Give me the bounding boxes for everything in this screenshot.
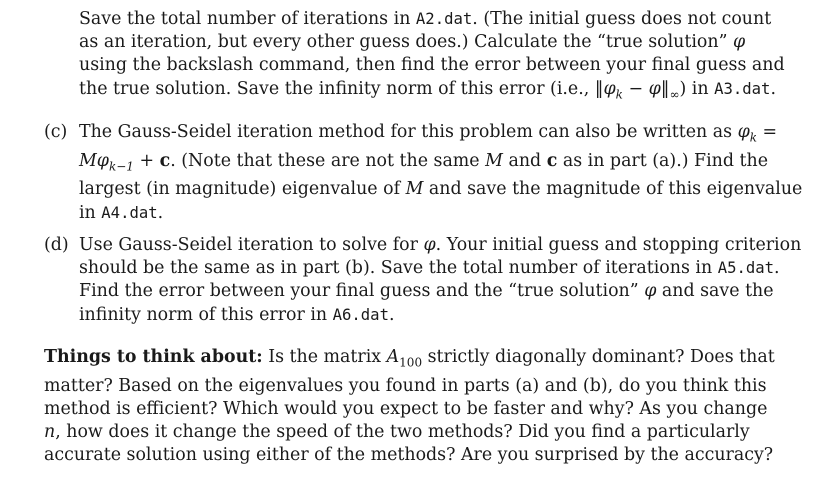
part-d-label: (d) bbox=[44, 235, 69, 255]
intro-line-2: as an iteration, but every other guess does.) Calculate the “true solution” φ bbox=[79, 32, 746, 53]
part-c-label: (c) bbox=[44, 122, 68, 142]
part-d bbox=[44, 234, 802, 327]
intro-line-3: using the backslash command, then find the error between your final guess and bbox=[79, 55, 785, 76]
part-d-text: Use Gauss-Seidel iteration to solve for φ. Your initial guess and stopping criterion should be the same as in part (b). Save the total number of iterations in A5.dat. Find the error between your final guess and the “true solution” φ and save the infinity norm of this error in A6.dat. bbox=[79, 235, 802, 325]
intro-line-1: Save the total number of iterations in A2.dat. (The initial guess does not count bbox=[79, 9, 772, 29]
intro-paragraph bbox=[79, 8, 785, 106]
things-heading: Things to think about: bbox=[44, 347, 263, 367]
intro-line-4: the true solution. Save the infinity norm of this error (i.e., $‖\varphi_k$ − $\varphi‖_\infty$) in A3.dat. bbox=[79, 78, 776, 102]
part-c-text: The Gauss-Seidel iteration method for this problem can also be written as $\varphi_k$ = $M\varphi_{k-1} + c$. (Note that these are not the same M and c as in part (a).) Find the largest (in magnitude) eigenvalue of M and save the magnitude of this eigenvalue in A4.dat. bbox=[79, 122, 803, 223]
things-to-think-about: Things to think about: Is the matrix $A_{100}$ strictly diagonally dominant? Does that matter? Based on the eigenvalues you found in parts (a) and (b), do you think this method is efficient? Which would you expect to be faster and why? As you change n, how does it change the speed of the two methods? Did you find a particularly accurate solution using either of the methods? Are you surprised by the accuracy? bbox=[44, 347, 775, 466]
part-c bbox=[44, 121, 803, 225]
